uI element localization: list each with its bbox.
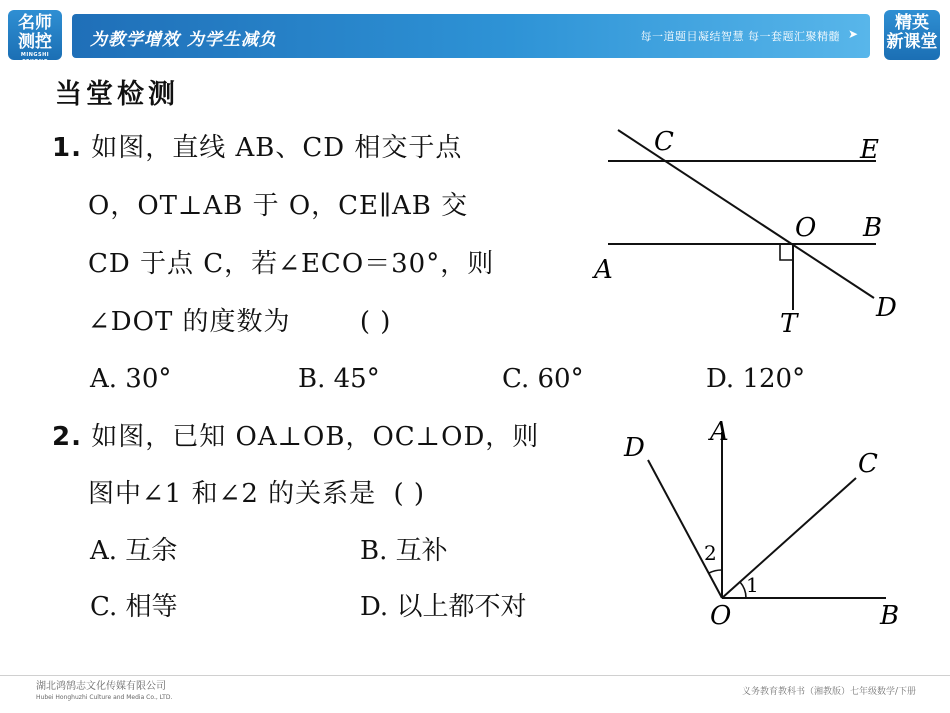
q2-option-c[interactable]: C. 相等 <box>90 592 178 622</box>
right-angle-mark <box>780 244 793 260</box>
logo-left-line1: 名师 <box>18 13 52 33</box>
publisher-cn: 湖北鸿鹄志文化传媒有限公司 <box>36 681 166 692</box>
label-o: O <box>795 213 817 243</box>
q2-option-b[interactable]: B. 互补 <box>360 536 448 566</box>
label-d: D <box>876 293 897 323</box>
q2-option-a[interactable]: A. 互余 <box>90 536 178 566</box>
q1-text-4: ∠DOT 的度数为 <box>88 307 291 337</box>
q2-text-1: 如图，已知 OA⊥OB，OC⊥OD，则 <box>91 422 540 452</box>
q2-number: 2. <box>52 422 82 452</box>
logo-right-line1: 精英 <box>895 13 929 33</box>
q2-line1 <box>52 420 539 454</box>
q1-option-c[interactable]: C. 60° <box>502 364 584 394</box>
header-slogan: 为教学增效 为学生减负 <box>90 30 277 50</box>
label-d2: D <box>624 433 645 463</box>
footer-book-title: 义务教育教科书（湘教版）七年级数学/下册 <box>741 687 916 697</box>
publisher-en: Hubei Honghuzhi Culture and Media Co., LTD. <box>36 694 173 701</box>
label-c: C <box>654 127 674 157</box>
q1-text-1: 如图，直线 AB、CD 相交于点 <box>91 133 463 163</box>
label-t: T <box>780 309 798 339</box>
section-title: 当堂检测 <box>55 79 179 110</box>
q1-text-3: CD 于点 C，若∠ECO＝30°，则 <box>88 249 495 279</box>
label-a2: A <box>710 417 729 447</box>
angle-2-arc <box>709 570 722 573</box>
q1-number: 1. <box>52 133 82 163</box>
q1-option-b[interactable]: B. 45° <box>298 364 380 394</box>
label-e: E <box>860 135 879 165</box>
q1-answer-paren: ( ) <box>359 307 392 337</box>
label-a: A <box>594 255 613 285</box>
label-b: B <box>863 213 883 243</box>
q1-option-d[interactable]: D. 120° <box>706 364 806 394</box>
ray-od <box>648 460 722 598</box>
q2-line2 <box>88 477 425 511</box>
ray-oc <box>722 478 856 598</box>
q1-line4 <box>88 305 391 339</box>
logo-mingshi-cekong <box>8 10 62 65</box>
arrow-right-icon[interactable]: ➤ <box>847 27 858 41</box>
label-angle-1: 1 <box>746 573 759 597</box>
footer-publisher <box>36 680 172 702</box>
logo-jingying-xinketang <box>884 10 940 60</box>
q1-option-a[interactable]: A. 30° <box>90 364 172 394</box>
q1-figure <box>590 118 920 343</box>
logo-left-sub: MINGSHI CEKONG <box>20 52 50 65</box>
q2-option-d[interactable]: D. 以上都不对 <box>360 592 527 622</box>
q1-line1 <box>52 131 462 165</box>
footer-divider <box>0 675 950 676</box>
label-angle-2: 2 <box>704 541 717 565</box>
header-banner <box>72 14 870 58</box>
q2-text-2: 图中∠1 和∠2 的关系是 <box>88 479 377 509</box>
label-c2: C <box>858 449 878 479</box>
logo-right-line2: 新课堂 <box>886 32 938 52</box>
label-o2: O <box>710 601 732 631</box>
q2-figure <box>610 410 910 640</box>
logo-left-line2: 测控 <box>18 32 52 52</box>
q2-answer-paren: ( ) <box>393 479 426 509</box>
header-motto: 每一道题目凝结智慧 每一套题汇聚精髓 <box>640 30 840 43</box>
q1-text-2: O，OT⊥AB 于 O，CE∥AB 交 <box>88 191 469 221</box>
label-b2: B <box>880 601 900 631</box>
